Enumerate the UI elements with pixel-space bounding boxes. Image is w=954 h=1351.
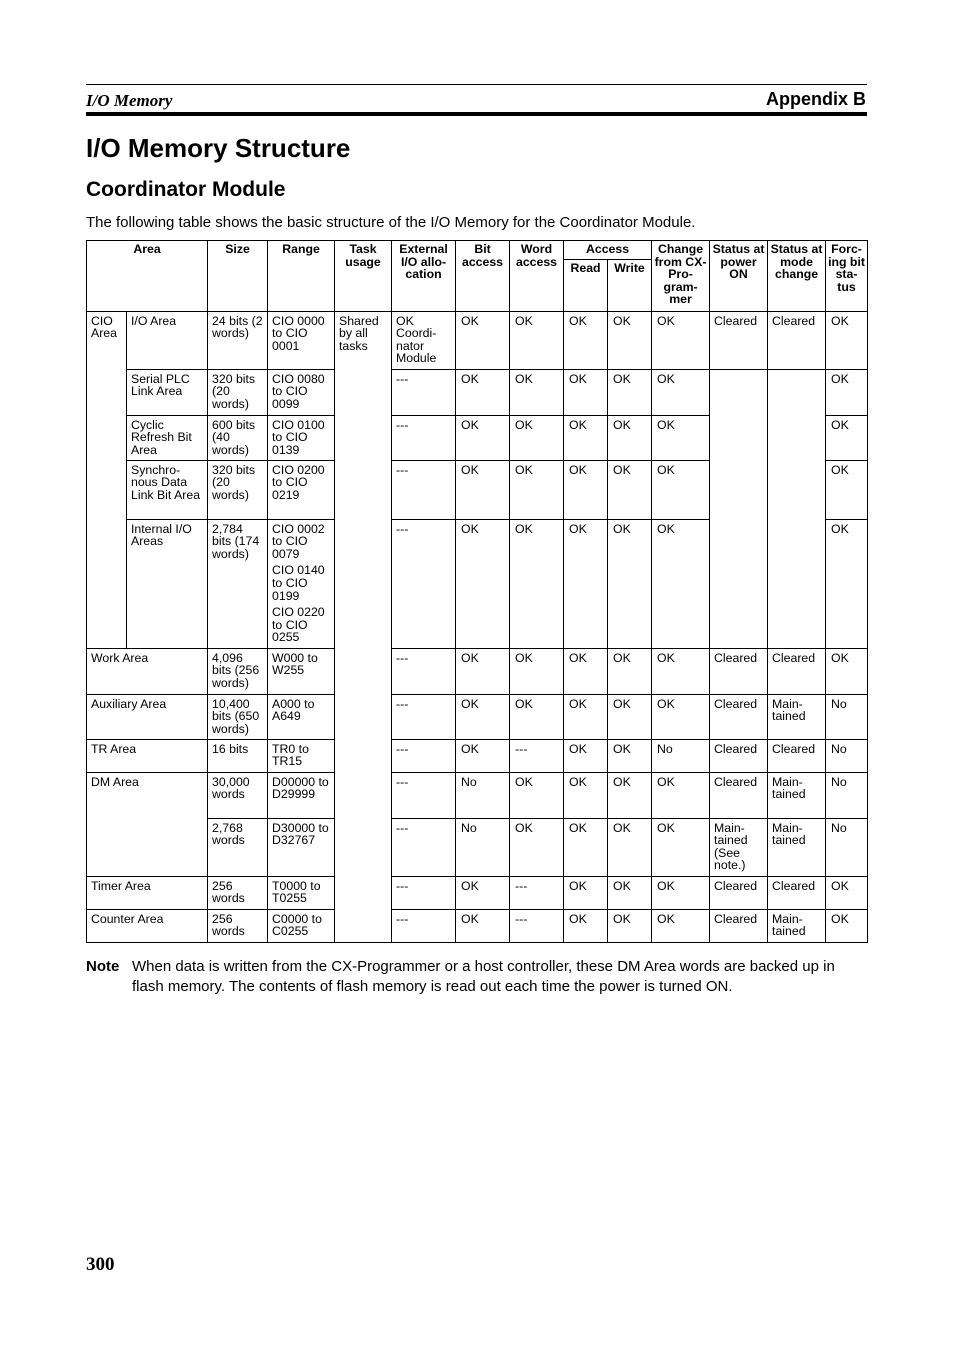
- write-cell: OK: [608, 739, 652, 772]
- external-cell: ---: [392, 648, 456, 694]
- external-cell: OK Coordi- nator Module: [392, 311, 456, 369]
- size-cell: 600 bits (40 words): [208, 415, 268, 460]
- size-cell: 24 bits (2 words): [208, 311, 268, 369]
- status-mode-cell: Main- tained: [768, 772, 826, 818]
- range-line: CIO 0220 to CIO 0255: [272, 605, 325, 645]
- header-rule-bottom: [86, 112, 867, 116]
- range-cell: CIO 0080 to CIO 0099: [268, 369, 335, 415]
- col-header-external-io: External I/O allo- cation: [392, 241, 456, 312]
- cio-area-label: CIO Area: [87, 311, 127, 648]
- area-cell: Auxiliary Area: [87, 694, 208, 739]
- write-cell: OK: [608, 876, 652, 909]
- read-cell: OK: [564, 519, 608, 648]
- change-cell: OK: [652, 694, 710, 739]
- col-header-read: Read: [564, 259, 608, 311]
- read-cell: OK: [564, 909, 608, 942]
- read-cell: OK: [564, 772, 608, 818]
- change-cell: OK: [652, 415, 710, 460]
- write-cell: OK: [608, 818, 652, 876]
- table-row: [87, 311, 868, 369]
- col-header-change: Change from CX-Pro- gram- mer: [652, 241, 710, 312]
- change-cell: OK: [652, 909, 710, 942]
- page-title: I/O Memory Structure: [86, 133, 351, 163]
- header-section-title: I/O Memory: [86, 91, 173, 110]
- table-row: [87, 648, 868, 694]
- col-header-forcing: Forc- ing bit sta- tus: [826, 241, 868, 312]
- size-cell: 10,400 bits (650 words): [208, 694, 268, 739]
- bit-access-cell: OK: [456, 519, 510, 648]
- change-cell: OK: [652, 876, 710, 909]
- external-cell: ---: [392, 772, 456, 818]
- forcing-cell: OK: [826, 460, 868, 519]
- size-cell: 256 words: [208, 876, 268, 909]
- range-cell: TR0 to TR15: [268, 739, 335, 772]
- word-access-cell: OK: [510, 311, 564, 369]
- read-cell: OK: [564, 739, 608, 772]
- word-access-cell: OK: [510, 415, 564, 460]
- table-row: [87, 694, 868, 739]
- forcing-cell: OK: [826, 311, 868, 369]
- area-cell: DM Area: [87, 772, 208, 876]
- range-cell: A000 to A649: [268, 694, 335, 739]
- status-power-cell: Cleared: [710, 909, 768, 942]
- write-cell: OK: [608, 519, 652, 648]
- table-header-row: [87, 241, 868, 260]
- read-cell: OK: [564, 818, 608, 876]
- word-access-cell: ---: [510, 739, 564, 772]
- change-cell: OK: [652, 648, 710, 694]
- bit-access-cell: OK: [456, 739, 510, 772]
- header-appendix: Appendix B: [765, 89, 866, 109]
- bit-access-cell: OK: [456, 460, 510, 519]
- write-cell: OK: [608, 369, 652, 415]
- change-cell: OK: [652, 369, 710, 415]
- status-power-cell: Cleared: [710, 772, 768, 818]
- size-cell: 4,096 bits (256 words): [208, 648, 268, 694]
- status-mode-cell: Main- tained: [768, 818, 826, 876]
- forcing-cell: OK: [826, 876, 868, 909]
- external-cell: ---: [392, 739, 456, 772]
- range-line: CIO 0002 to CIO 0079: [272, 521, 325, 561]
- word-access-cell: OK: [510, 460, 564, 519]
- table-row: [87, 772, 868, 818]
- external-cell: ---: [392, 909, 456, 942]
- bit-access-cell: No: [456, 772, 510, 818]
- status-power-cell: Cleared: [710, 648, 768, 694]
- status-power-cell: Main- tained (See note.): [710, 818, 768, 876]
- change-cell: OK: [652, 818, 710, 876]
- status-mode-cell: Cleared: [768, 648, 826, 694]
- status-power-cell-empty: [710, 369, 768, 648]
- read-cell: OK: [564, 876, 608, 909]
- area-cell: Work Area: [87, 648, 208, 694]
- forcing-cell: No: [826, 818, 868, 876]
- write-cell: OK: [608, 311, 652, 369]
- range-cell: CIO 0000 to CIO 0001: [268, 311, 335, 369]
- forcing-cell: OK: [826, 519, 868, 648]
- status-mode-cell: Cleared: [768, 876, 826, 909]
- io-memory-table: [86, 240, 868, 943]
- size-cell: 320 bits (20 words): [208, 369, 268, 415]
- size-cell: 30,000 words: [208, 772, 268, 818]
- bit-access-cell: OK: [456, 311, 510, 369]
- col-header-write: Write: [608, 259, 652, 311]
- status-power-cell: Cleared: [710, 311, 768, 369]
- change-cell: OK: [652, 519, 710, 648]
- word-access-cell: OK: [510, 818, 564, 876]
- bit-access-cell: OK: [456, 648, 510, 694]
- forcing-cell: OK: [826, 909, 868, 942]
- write-cell: OK: [608, 415, 652, 460]
- word-access-cell: OK: [510, 694, 564, 739]
- col-header-area: Area: [87, 241, 208, 312]
- bit-access-cell: OK: [456, 694, 510, 739]
- forcing-cell: No: [826, 772, 868, 818]
- change-cell: OK: [652, 460, 710, 519]
- external-cell: ---: [392, 369, 456, 415]
- area-cell: Cyclic Refresh Bit Area: [127, 415, 208, 460]
- forcing-cell: OK: [826, 648, 868, 694]
- range-cell: W000 to W255: [268, 648, 335, 694]
- read-cell: OK: [564, 415, 608, 460]
- forcing-cell: No: [826, 694, 868, 739]
- external-cell: ---: [392, 519, 456, 648]
- size-cell: 2,768 words: [208, 818, 268, 876]
- table-row: [87, 876, 868, 909]
- read-cell: OK: [564, 311, 608, 369]
- external-cell: ---: [392, 694, 456, 739]
- note-block: [86, 957, 867, 997]
- col-header-status-mode: Status at mode change: [768, 241, 826, 312]
- size-cell: 256 words: [208, 909, 268, 942]
- col-header-task-usage: Task usage: [335, 241, 392, 312]
- change-cell: No: [652, 739, 710, 772]
- area-cell: Synchro- nous Data Link Bit Area: [127, 460, 208, 519]
- range-cell: CIO 0100 to CIO 0139: [268, 415, 335, 460]
- word-access-cell: OK: [510, 772, 564, 818]
- bit-access-cell: OK: [456, 369, 510, 415]
- read-cell: OK: [564, 460, 608, 519]
- range-cell: D30000 to D32767: [268, 818, 335, 876]
- status-power-cell: Cleared: [710, 876, 768, 909]
- bit-access-cell: OK: [456, 909, 510, 942]
- change-cell: OK: [652, 311, 710, 369]
- read-cell: OK: [564, 694, 608, 739]
- range-line: CIO 0140 to CIO 0199: [272, 563, 325, 603]
- col-header-word-access: Word access: [510, 241, 564, 312]
- forcing-cell: OK: [826, 369, 868, 415]
- write-cell: OK: [608, 694, 652, 739]
- note-text: When data is written from the CX-Programmer or a host controller, these DM Area words are backed up in flash memory. The contents of flash memory is read out each time the power is turned ON.: [132, 958, 835, 995]
- size-cell: 2,784 bits (174 words): [208, 519, 268, 648]
- forcing-cell: No: [826, 739, 868, 772]
- size-cell: 320 bits (20 words): [208, 460, 268, 519]
- bit-access-cell: OK: [456, 415, 510, 460]
- range-cell: C0000 to C0255: [268, 909, 335, 942]
- table-row: [87, 369, 868, 415]
- task-usage-cell: Shared by all tasks: [335, 311, 392, 942]
- write-cell: OK: [608, 772, 652, 818]
- read-cell: OK: [564, 369, 608, 415]
- col-header-size: Size: [208, 241, 268, 312]
- range-cell: CIO 0200 to CIO 0219: [268, 460, 335, 519]
- page-number: 300: [86, 1254, 115, 1275]
- col-header-access: Access: [564, 241, 652, 260]
- area-cell: TR Area: [87, 739, 208, 772]
- word-access-cell: OK: [510, 519, 564, 648]
- forcing-cell: OK: [826, 415, 868, 460]
- range-cell: T0000 to T0255: [268, 876, 335, 909]
- note-label: Note: [86, 958, 120, 975]
- bit-access-cell: OK: [456, 876, 510, 909]
- external-cell: ---: [392, 415, 456, 460]
- col-header-status-power: Status at power ON: [710, 241, 768, 312]
- intro-text: The following table shows the basic structure of the I/O Memory for the Coordinator Module.: [86, 214, 696, 231]
- external-cell: ---: [392, 818, 456, 876]
- bit-access-cell: No: [456, 818, 510, 876]
- word-access-cell: OK: [510, 648, 564, 694]
- table-row: [87, 909, 868, 942]
- word-access-cell: ---: [510, 909, 564, 942]
- section-title: Coordinator Module: [86, 178, 286, 201]
- area-cell: Timer Area: [87, 876, 208, 909]
- col-header-range: Range: [268, 241, 335, 312]
- status-power-cell: Cleared: [710, 739, 768, 772]
- status-mode-cell: Main- tained: [768, 694, 826, 739]
- area-cell: Counter Area: [87, 909, 208, 942]
- word-access-cell: OK: [510, 369, 564, 415]
- write-cell: OK: [608, 909, 652, 942]
- col-header-bit-access: Bit access: [456, 241, 510, 312]
- range-cell: [268, 519, 335, 648]
- table-row: [87, 739, 868, 772]
- change-cell: OK: [652, 772, 710, 818]
- range-cell: D00000 to D29999: [268, 772, 335, 818]
- status-mode-cell: Main- tained: [768, 909, 826, 942]
- read-cell: OK: [564, 648, 608, 694]
- word-access-cell: ---: [510, 876, 564, 909]
- area-cell: I/O Area: [127, 311, 208, 369]
- write-cell: OK: [608, 460, 652, 519]
- status-mode-cell-empty: [768, 369, 826, 648]
- write-cell: OK: [608, 648, 652, 694]
- status-power-cell: Cleared: [710, 694, 768, 739]
- area-cell: Internal I/O Areas: [127, 519, 208, 648]
- external-cell: ---: [392, 876, 456, 909]
- size-cell: 16 bits: [208, 739, 268, 772]
- area-cell: Serial PLC Link Area: [127, 369, 208, 415]
- external-cell: ---: [392, 460, 456, 519]
- header-rule-top: [86, 84, 867, 85]
- status-mode-cell: Cleared: [768, 311, 826, 369]
- status-mode-cell: Cleared: [768, 739, 826, 772]
